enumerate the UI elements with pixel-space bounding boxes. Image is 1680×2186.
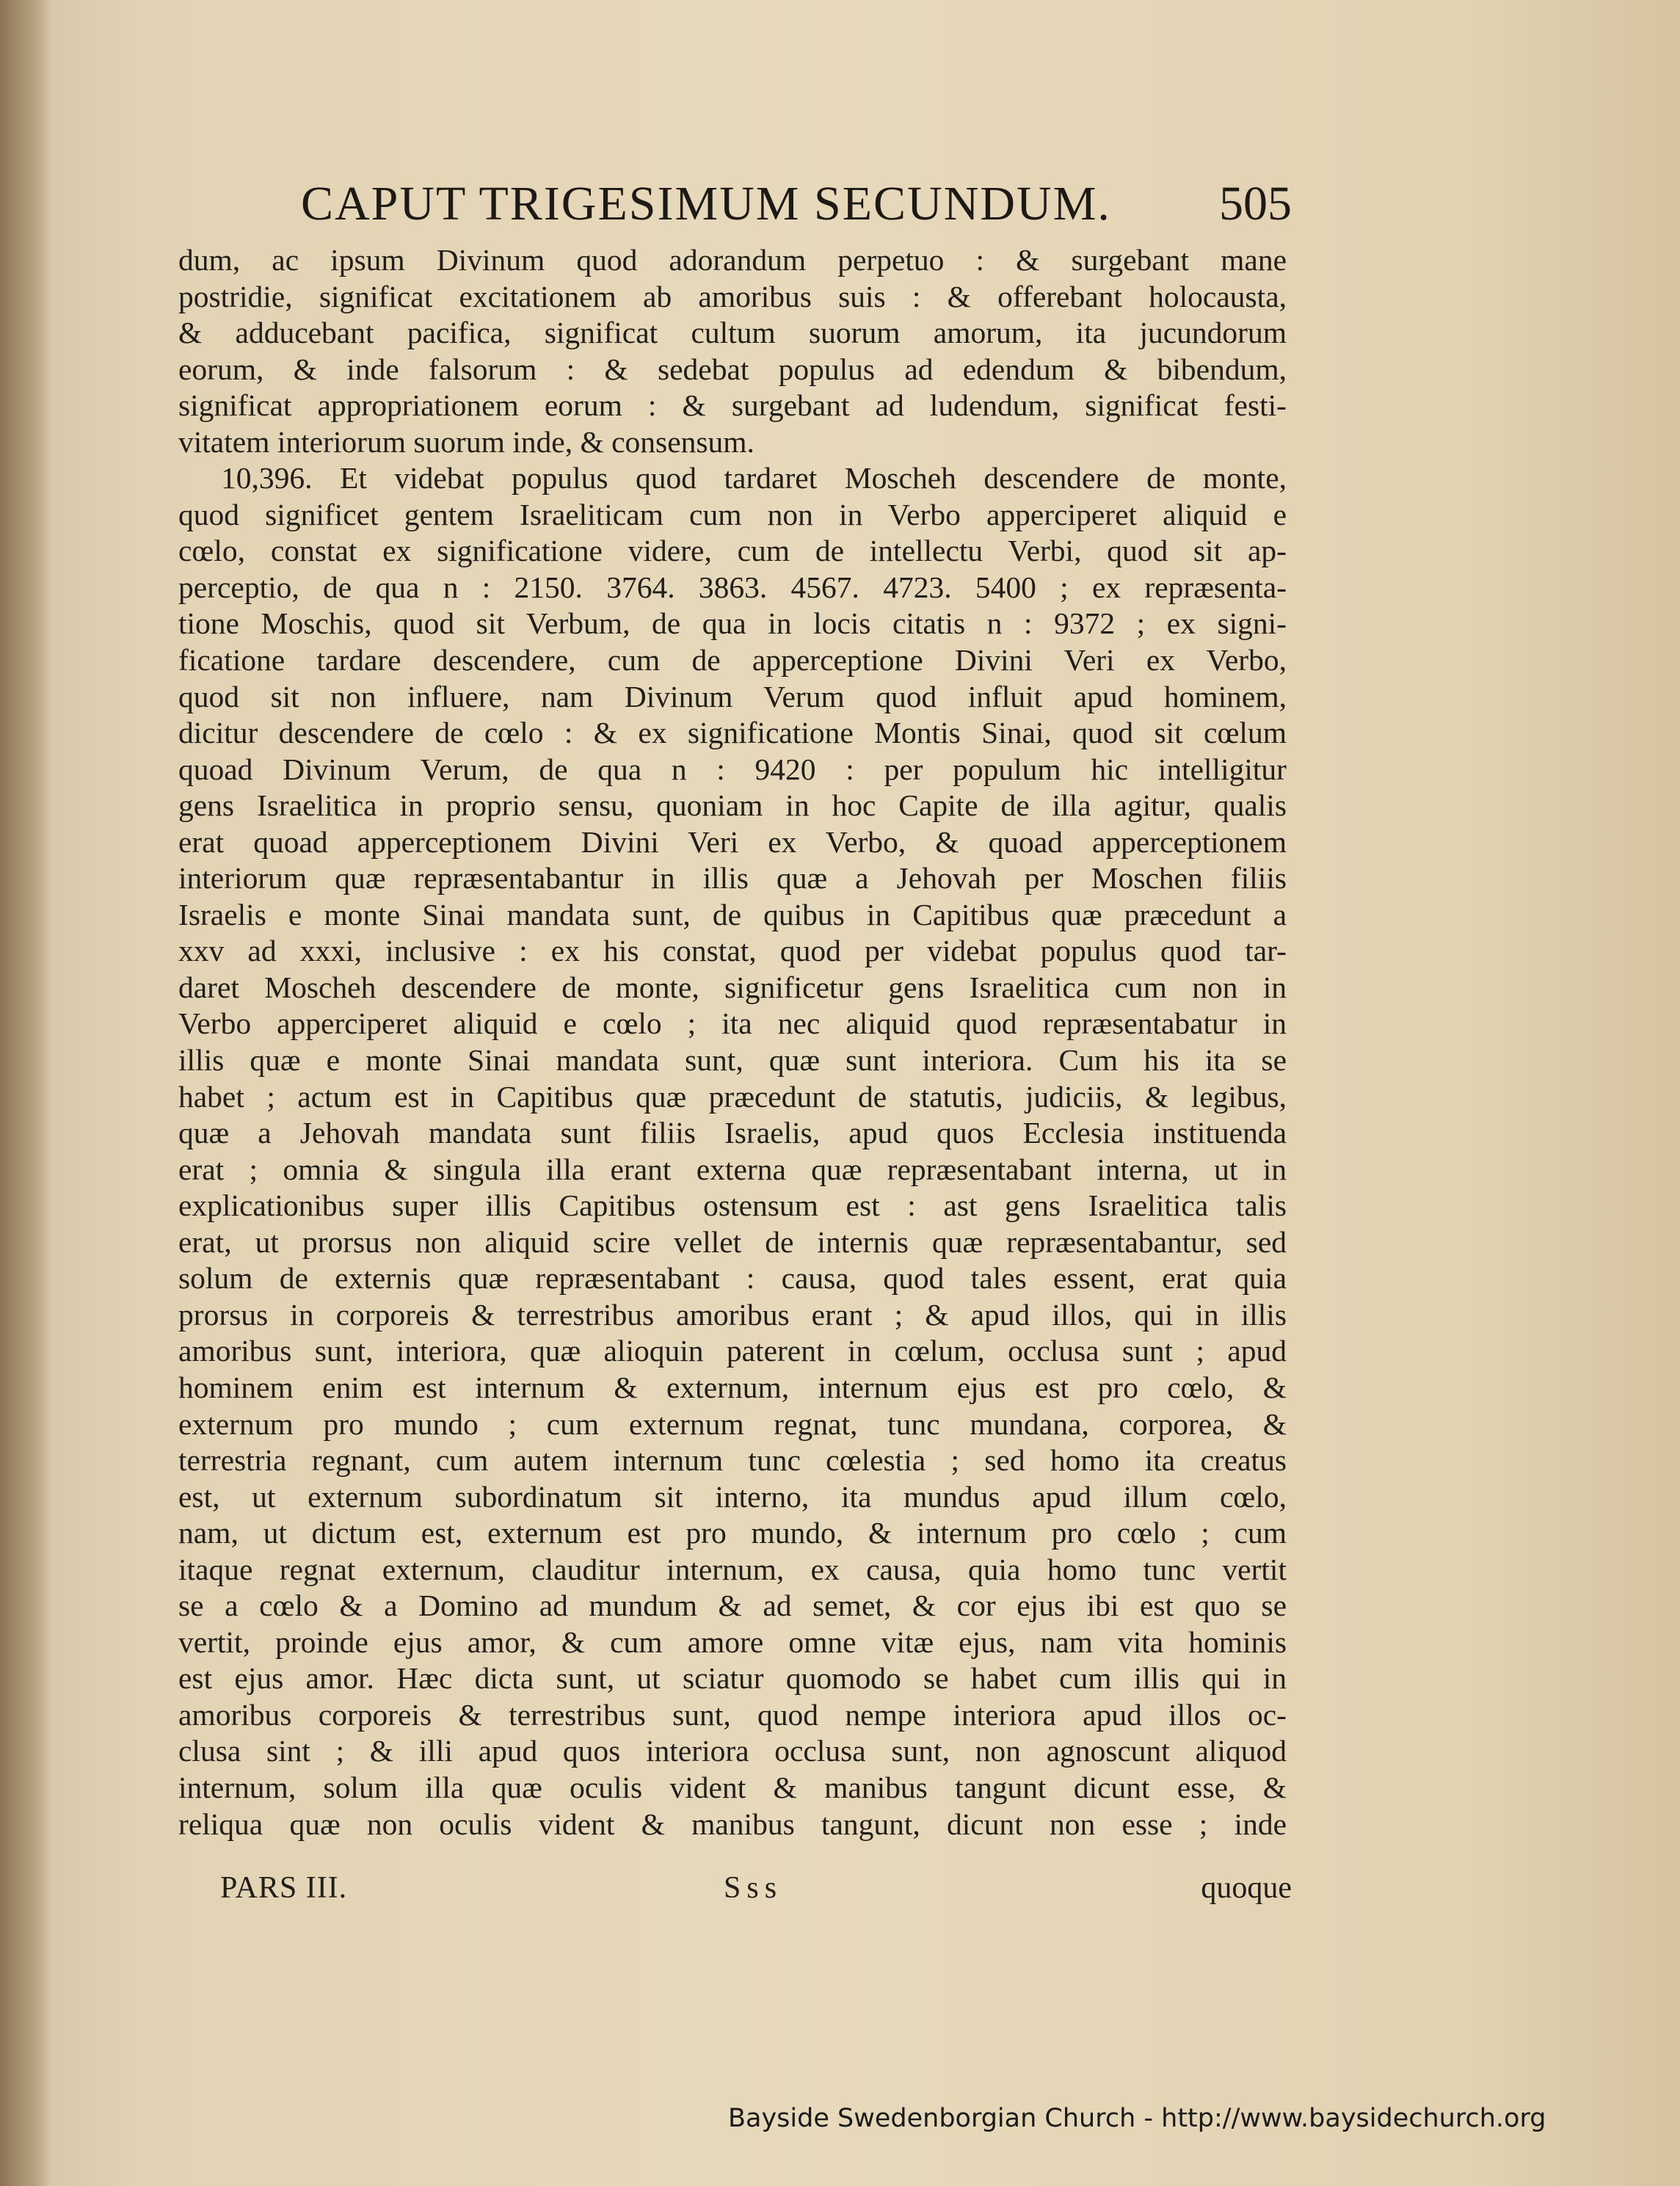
page-number: 505 (1219, 177, 1292, 230)
text-line: xxv ad xxxi, inclusive : ex his constat, quod per videbat populus quod tar- (178, 934, 1287, 968)
text-line: interiorum quæ repræsentabantur in illis quæ a Jehovah per Moschen filiis (178, 861, 1287, 896)
text-line: quæ a Jehovah mandata sunt filiis Israelis, apud quos Ecclesia instituenda (178, 1116, 1287, 1150)
body-text (178, 242, 1287, 1842)
catchword: quoque (1201, 1871, 1292, 1905)
text-line: nam, ut dictum est, externum est pro mundo, & internum pro cœlo ; cum (178, 1516, 1287, 1550)
text-line: significat appropriationem eorum : & surgebant ad ludendum, significat festi- (178, 388, 1287, 423)
text-line: erat ; omnia & singula illa erant externa quæ repræsentabant interna, ut in (178, 1152, 1287, 1186)
text-line: internum, solum illa quæ oculis vident & manibus tangunt dicunt esse, & (178, 1770, 1287, 1804)
text-line: postridie, significat excitationem ab amoribus suis : & offerebant holocausta, (178, 279, 1287, 313)
text-line: prorsus in corporeis & terrestribus amoribus erant ; & apud illos, qui in illis (178, 1297, 1287, 1332)
text-line: dum, ac ipsum Divinum quod adorandum perpetuo : & surgebant mane (178, 243, 1287, 277)
text-line: Israelis e monte Sinai mandata sunt, de quibus in Capitibus quæ præcedunt a (178, 897, 1287, 932)
text-line: habet ; actum est in Capitibus quæ præcedunt de statutis, judiciis, & legibus, (178, 1079, 1287, 1114)
text-line: terrestria regnant, cum autem internum tunc cœlestia ; sed homo ita creatus (178, 1443, 1287, 1478)
book-gutter (0, 0, 51, 2186)
text-line: cœlo, constat ex significatione videre, cum de intellectu Verbi, quod sit ap- (178, 534, 1287, 568)
text-line: dicitur descendere de cœlo : & ex significatione Montis Sinai, quod sit cœlum (178, 716, 1287, 750)
text-line: externum pro mundo ; cum externum regnat, tunc mundana, corporea, & (178, 1406, 1287, 1441)
text-line: se a cœlo & a Domino ad mundum & ad semet, & cor ejus ibi est quo se (178, 1588, 1287, 1623)
text-line: perceptio, de qua n : 2150. 3764. 3863. 4567. 4723. 5400 ; ex repræsenta- (178, 570, 1287, 604)
text-line: illis quæ e monte Sinai mandata sunt, quæ sunt interiora. Cum his ita se (178, 1043, 1287, 1078)
text-line: tione Moschis, quod sit Verbum, de qua in locis citatis n : 9372 ; ex signi- (178, 606, 1287, 641)
text-line: est, ut externum subordinatum sit interno, ita mundus apud illum cœlo, (178, 1479, 1287, 1514)
text-line: solum de externis quæ repræsentabant : causa, quod tales essent, erat quia (178, 1261, 1287, 1296)
text-line: quod significet gentem Israeliticam cum non in Verbo apperciperet aliquid e (178, 497, 1287, 531)
text-line: quoad Divinum Verum, de qua n : 9420 : per populum hic intelligitur (178, 752, 1287, 786)
text-line: itaque regnat externum, clauditur internum, ex causa, quia homo tunc vertit (178, 1552, 1287, 1586)
part-label: PARS III. (220, 1871, 348, 1905)
text-line: hominem enim est internum & externum, internum ejus est pro cœlo, & (178, 1370, 1287, 1404)
running-title: CAPUT TRIGESIMUM SECUNDUM. (301, 177, 1111, 230)
text-line: & adducebant pacifica, significat cultum suorum amorum, ita jucundorum (178, 316, 1287, 350)
text-line: gens Israelitica in proprio sensu, quoniam in hoc Capite de illa agitur, qualis (178, 788, 1287, 823)
text-line: erat, ut prorsus non aliquid scire vellet de internis quæ repræsentabantur, sed (178, 1224, 1287, 1259)
text-line: daret Moscheh descendere de monte, significetur gens Israelitica cum non in (178, 970, 1287, 1004)
text-line: amoribus sunt, interiora, quæ alioquin paterent in cœlum, occlusa sunt ; apud (178, 1334, 1287, 1368)
text-line: vertit, proinde ejus amor, & cum amore omne vitæ ejus, nam vita hominis (178, 1624, 1287, 1659)
text-line: eorum, & inde falsorum : & sedebat populus ad edendum & bibendum, (178, 352, 1287, 386)
text-line: ficatione tardare descendere, cum de apperceptione Divini Veri ex Verbo, (178, 643, 1287, 678)
text-line: 10,396. Et videbat populus quod tardaret Moscheh descendere de monte, (221, 461, 1287, 495)
text-line: est ejus amor. Hæc dicta sunt, ut sciatur quomodo se habet cum illis qui in (178, 1661, 1287, 1696)
text-line: Verbo apperciperet aliquid e cœlo ; ita nec aliquid quod repræsentabatur in (178, 1006, 1287, 1041)
text-line: amoribus corporeis & terrestribus sunt, quod nempe interiora apud illos oc- (178, 1697, 1287, 1732)
gathering-signature: Sss (724, 1871, 783, 1905)
page-header (301, 176, 1292, 235)
text-line: quod sit non influere, nam Divinum Verum quod influit apud hominem, (178, 679, 1287, 713)
text-line: reliqua quæ non oculis vident & manibus tangunt, dicunt non esse ; inde (178, 1806, 1287, 1841)
text-line: clusa sint ; & illi apud quos interiora occlusa sunt, non agnoscunt aliquod (178, 1734, 1287, 1768)
text-line: erat quoad apperceptionem Divini Veri ex Verbo, & quoad apperceptionem (178, 824, 1287, 859)
page-footer (220, 1870, 1292, 1914)
text-line: explicationibus super illis Capitibus ostensum est : ast gens Israelitica talis (178, 1188, 1287, 1223)
text-line: vitatem interiorum suorum inde, & consensum. (178, 424, 754, 459)
source-watermark: Bayside Swedenborgian Church - http://www.baysidechurch.org (728, 2104, 1546, 2133)
